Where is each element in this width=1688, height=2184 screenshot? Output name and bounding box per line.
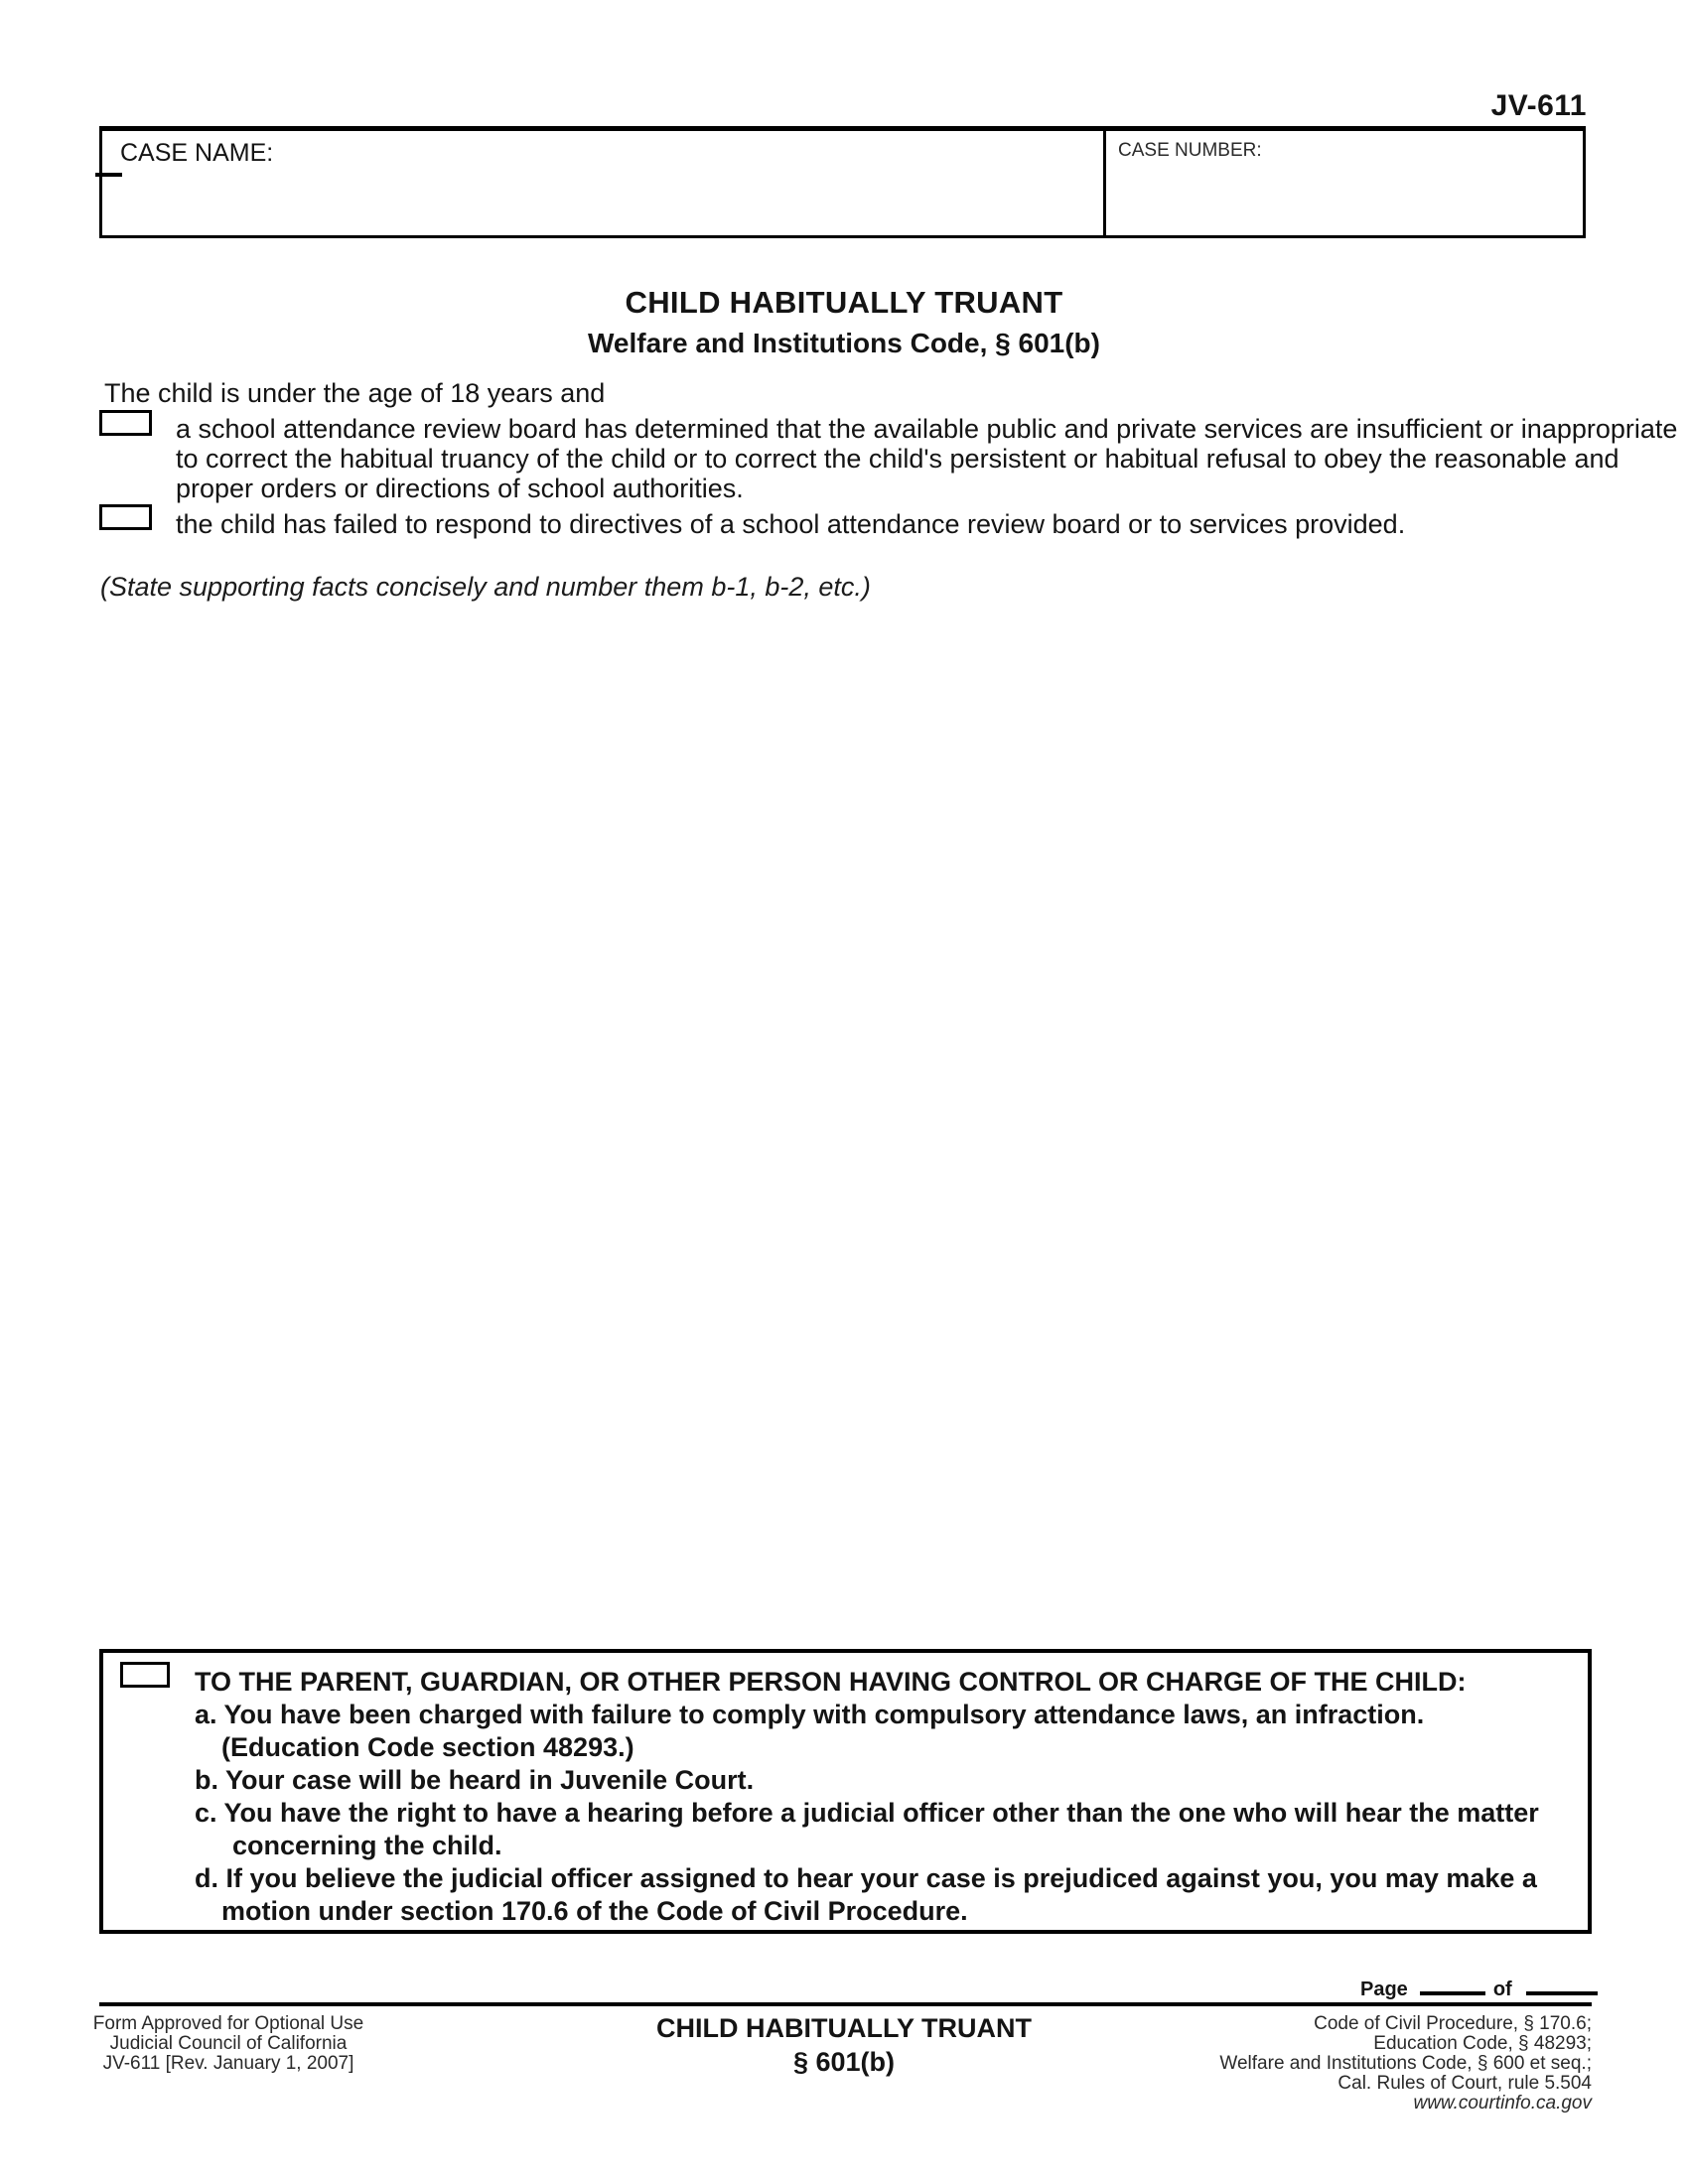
footer-citation-line: Code of Civil Procedure, § 170.6; — [1314, 2013, 1592, 2034]
notice-line-c2: concerning the child. — [232, 1831, 502, 1860]
intro-statement: The child is under the age of 18 years and — [104, 378, 606, 408]
supporting-facts-note: (State supporting facts concisely and number them b-1, b-2, etc.) — [100, 572, 871, 602]
notice-line-a: a. You have been charged with failure to comply with compulsory attendance laws, an infraction. — [195, 1700, 1425, 1729]
footer-form-title: CHILD HABITUALLY TRUANT — [656, 2013, 1032, 2043]
footer-citation-line: Education Code, § 48293; — [1373, 2033, 1592, 2054]
form-title: CHILD HABITUALLY TRUANT — [625, 285, 1063, 320]
case-number-field[interactable] — [1106, 131, 1583, 235]
option-a-line: proper orders or directions of school authorities. — [176, 474, 744, 503]
footer-approval-line: JV-611 [Rev. January 1, 2007] — [102, 2053, 354, 2074]
checkbox-failed-to-respond[interactable] — [99, 504, 152, 530]
form-number: JV-611 — [1490, 89, 1587, 122]
checkbox-notice-to-parent[interactable] — [120, 1662, 170, 1688]
footer-citation-line: Welfare and Institutions Code, § 600 et seq.; — [1219, 2053, 1592, 2074]
notice-line-d: d. If you believe the judicial officer assigned to hear your case is prejudiced against you, you may make a — [195, 1863, 1537, 1893]
title-block — [0, 285, 1688, 359]
notice-line-d2: motion under section 170.6 of the Code of Civil Procedure. — [221, 1896, 968, 1926]
page-total-field[interactable] — [1526, 1972, 1598, 1995]
option-a-text — [176, 414, 1677, 503]
footer-approval-line: Form Approved for Optional Use — [92, 2013, 364, 2034]
notice-line-c: c. You have the right to have a hearing before a judicial officer other than the one who will hear the matter — [195, 1798, 1539, 1828]
notice-content — [195, 1666, 1539, 1928]
pagination — [1360, 1972, 1598, 2001]
case-name-field[interactable] — [102, 131, 1106, 235]
margin-tick — [95, 173, 122, 177]
footer-divider — [99, 2002, 1592, 2006]
case-number-label: CASE NUMBER: — [1118, 140, 1262, 161]
of-label: of — [1492, 1979, 1512, 2000]
notice-line-a2: (Education Code section 48293.) — [221, 1732, 634, 1762]
notice-heading: TO THE PARENT, GUARDIAN, OR OTHER PERSON HAVING CONTROL OR CHARGE OF THE CHILD: — [195, 1667, 1467, 1697]
page-number-field[interactable] — [1420, 1972, 1485, 1995]
page-label: Page — [1360, 1979, 1408, 2000]
footer-citation-line: Cal. Rules of Court, rule 5.504 — [1337, 2073, 1592, 2094]
notice-to-parent-box — [99, 1649, 1592, 1934]
footer-approval-line: Judicial Council of California — [109, 2033, 348, 2054]
form-subtitle: Welfare and Institutions Code, § 601(b) — [587, 328, 1100, 358]
case-name-label: CASE NAME: — [120, 139, 274, 167]
option-a-line: to correct the habitual truancy of the child or to correct the child's persistent or habitual refusal to obey the reasonable and — [176, 444, 1619, 474]
option-b-text: the child has failed to respond to directives of a school attendance review board or to services provided. — [176, 509, 1406, 539]
supporting-facts-area[interactable] — [99, 625, 1589, 1628]
notice-line-b: b. Your case will be heard in Juvenile Court. — [195, 1765, 755, 1795]
footer-form-section: § 601(b) — [792, 2047, 896, 2077]
checkbox-insufficient-services[interactable] — [99, 410, 152, 436]
footer-citations — [1075, 2014, 1592, 2114]
option-a-line: a school attendance review board has determined that the available public and private services are insufficient or inappropriate — [176, 414, 1678, 444]
case-header-box — [99, 126, 1586, 238]
footer-website: www.courtinfo.ca.gov — [1413, 2093, 1592, 2114]
